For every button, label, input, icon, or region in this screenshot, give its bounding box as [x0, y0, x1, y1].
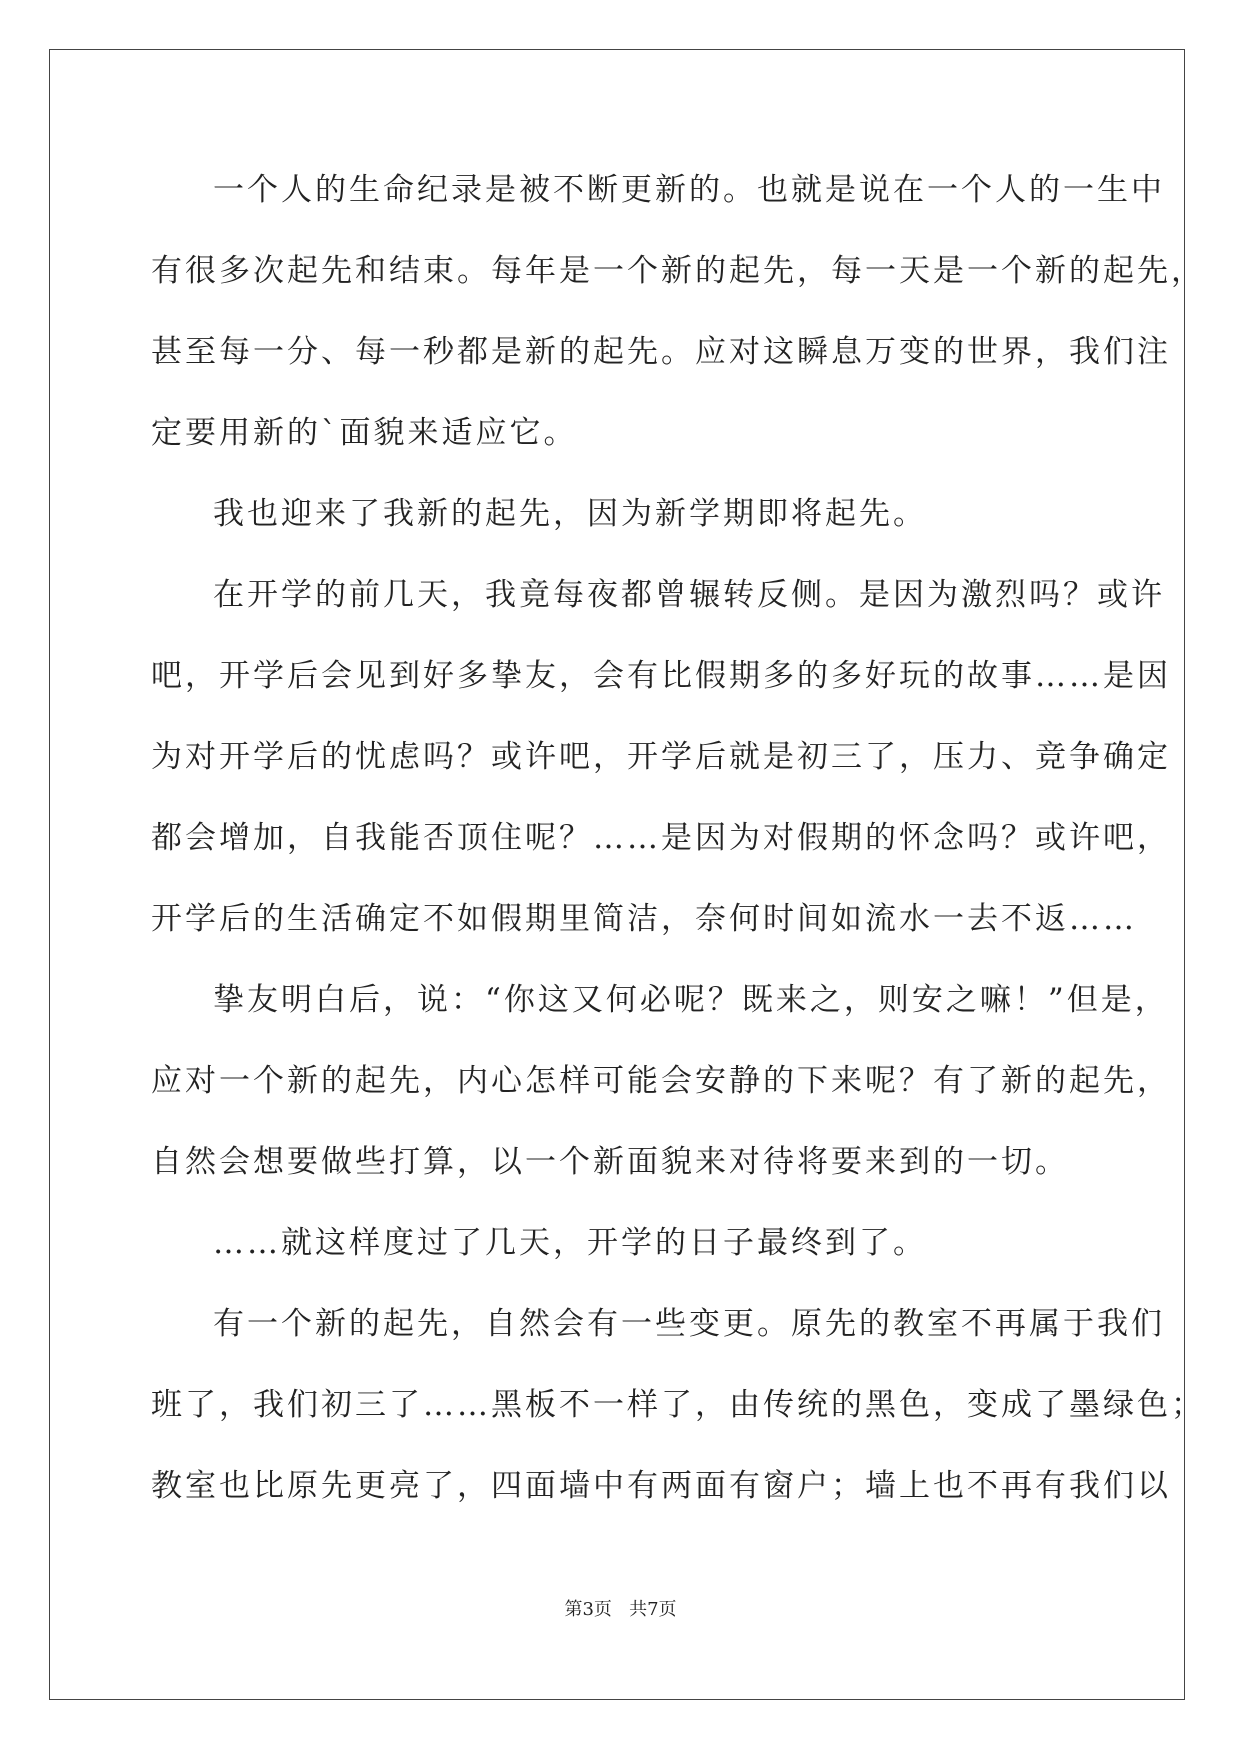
page-footer	[0, 1595, 1241, 1621]
text-line: 应对一个新的起先，内心怎样可能会安静的下来呢？有了新的起先，	[151, 1063, 1171, 1099]
text-line: 吧，开学后会见到好多挚友，会有比假期多的多好玩的故事……是因	[151, 658, 1171, 694]
text-line: 为对开学后的忧虑吗？或许吧，开学后就是初三了，压力、竞争确定	[151, 739, 1171, 775]
text-line: 我也迎来了我新的起先，因为新学期即将起先。	[213, 496, 927, 532]
text-line: 一个人的生命纪录是被不断更新的。也就是说在一个人的一生中	[213, 172, 1165, 208]
text-line: 甚至每一分、每一秒都是新的起先。应对这瞬息万变的世界，我们注	[151, 334, 1171, 370]
text-line: 有很多次起先和结束。每年是一个新的起先，每一天是一个新的起先，	[151, 253, 1205, 289]
document-body	[151, 150, 1205, 1527]
text-line: 定要用新的`面貌来适应它。	[151, 415, 578, 451]
text-line: 都会增加，自我能否顶住呢？……是因为对假期的怀念吗？或许吧，	[151, 820, 1171, 856]
text-line: 班了，我们初三了……黑板不一样了，由传统的黑色，变成了墨绿色；	[151, 1387, 1205, 1423]
page-total: 共7页	[629, 1599, 677, 1620]
text-line: 挚友明白后，说：“你这又何必呢？既来之，则安之嘛！”但是，	[213, 982, 1169, 1018]
page-number: 第3页	[564, 1599, 612, 1620]
text-line: 有一个新的起先，自然会有一些变更。原先的教室不再属于我们	[213, 1306, 1165, 1342]
text-line: 自然会想要做些打算，以一个新面貌来对待将要来到的一切。	[151, 1144, 1069, 1180]
text-line: 教室也比原先更亮了，四面墙中有两面有窗户；墙上也不再有我们以	[151, 1468, 1171, 1504]
text-line: 在开学的前几天，我竟每夜都曾辗转反侧。是因为激烈吗？或许	[213, 577, 1165, 613]
text-line: 开学后的生活确定不如假期里简洁，奈何时间如流水一去不返……	[151, 901, 1137, 937]
text-line: ……就这样度过了几天，开学的日子最终到了。	[213, 1225, 927, 1261]
